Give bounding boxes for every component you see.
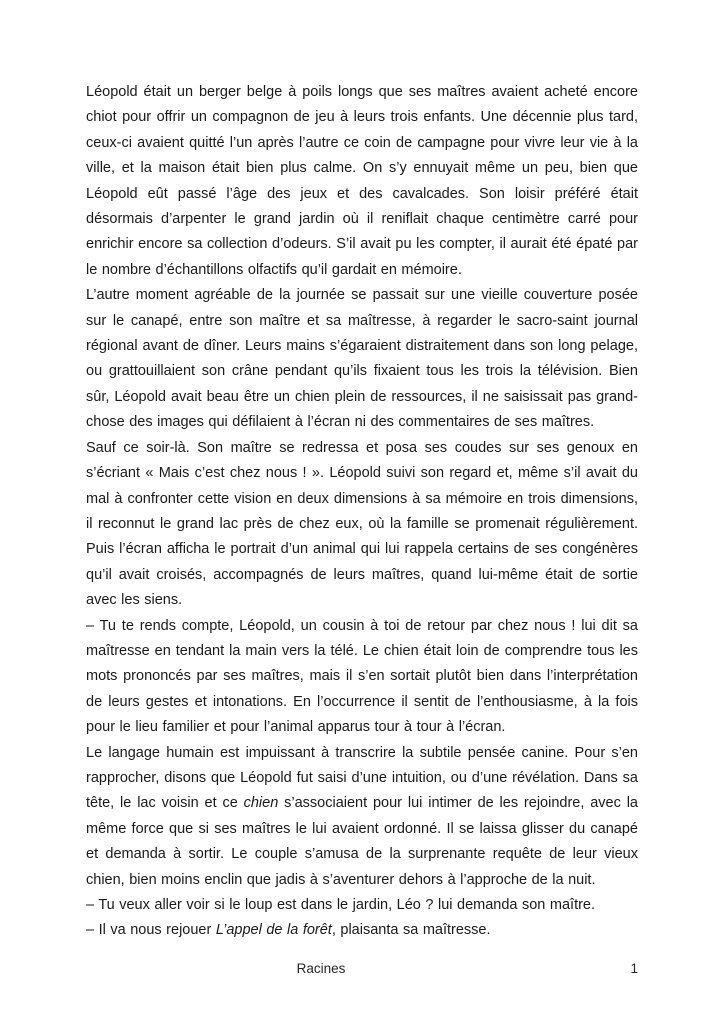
footer-page-number: 1: [630, 961, 638, 976]
paragraph: [86, 741, 638, 893]
italic-text-run: L’appel de la forêt: [215, 922, 332, 939]
text-run: Sauf ce soir-là. Son maître se redressa et posa ses coudes sur ses genoux en s’écriant « Mais c’est chez nous ! ». Léopold suivi son regard et, même s’il avait du mal à confronter cette vision en deux dimensions à sa mémoire en trois dimensions, il reconnut le grand lac près de chez eux, où la famille se promenait régulièrement. Puis l’écran afficha le portrait d’un animal qui lui rappela certains de ses congénères qu’il avait croisés, accompagnés de leurs maîtres, quand lui-même était de sortie avec les siens.: [86, 439, 638, 609]
text-run: L’autre moment agréable de la journée se passait sur une vieille couverture posée sur le canapé, entre son maître et sa maîtresse, à regarder le sacro-saint journal régional avant de dîner. Leurs mains s’égaraient distraitement dans son long pelage, ou grattouillaient son crâne pendant qu’ils fixaient tous les trois la télévision. Bien sûr, Léopold avait beau être un chien plein de ressources, il ne saisissait pas grand-chose des images qui défilaient à l’écran ni des commentaires de ses maîtres.: [86, 287, 638, 431]
text-run: , plaisanta sa maîtresse.: [331, 922, 491, 939]
page-footer: [86, 961, 638, 981]
text-run: Le langage humain est impuissant à transcrire la subtile pensée canine. Pour s’en rapprocher, disons que Léopold fut saisi d’une intuition, ou d’une révélation. Dans sa tête, le lac voisin et ce: [86, 744, 638, 812]
footer-running-title: Racines: [296, 961, 346, 976]
italic-text-run: chien: [243, 795, 279, 812]
text-run: – Il va nous rejouer: [86, 922, 216, 939]
paragraph: [86, 918, 638, 943]
paragraph: [86, 893, 638, 918]
text-run: – Tu veux aller voir si le loup est dans le jardin, Léo ? lui demanda son maître.: [86, 897, 596, 913]
paragraph: [86, 436, 638, 614]
paragraph: [86, 80, 638, 283]
text-run: s’associaient pour lui intimer de les rejoindre, avec la même force que si ses maîtres le lui avaient ordonné. Il se laissa glisser du canapé et demanda à sortir. Le couple s’amusa de la surprenante requête de leur vieux chien, bien moins enclin que jadis à s’aventurer dehors à l’approche de la nuit.: [86, 795, 638, 888]
text-run: – Tu te rends compte, Léopold, un cousin à toi de retour par chez nous ! lui dit sa maîtresse en tendant la main vers la télé. Le chien était loin de comprendre tous les mots prononcés par ses maîtres, mais il s’en sortait plutôt bien dans l’interprétation de leurs gestes et intonations. En l’occurrence il sentit de l’enthousiasme, à la fois pour le lieu familier et pour l’animal apparus tour à tour à l’écran.: [86, 617, 638, 736]
paragraph: [86, 283, 638, 435]
paragraph: [86, 614, 638, 741]
text-run: Léopold était un berger belge à poils longs que ses maîtres avaient acheté encore chiot pour offrir un compagnon de jeu à leurs trois enfants. Une décennie plus tard, ceux-ci avaient quitté l’un après l’autre ce coin de campagne pour vivre leur vie à la ville, et la maison était bien plus calme. On s’y ennuyait même un peu, bien que Léopold eût passé l’âge des jeux et des cavalcades. Son loisir préféré était désormais d’arpenter le grand jardin où il reniflait chaque centimètre carré pour enrichir encore sa collection d’odeurs. S’il avait pu les compter, il aurait été épaté par le nombre d’échantillons olfactifs qu’il gardait en mémoire.: [86, 84, 638, 278]
document-body: [86, 80, 638, 944]
